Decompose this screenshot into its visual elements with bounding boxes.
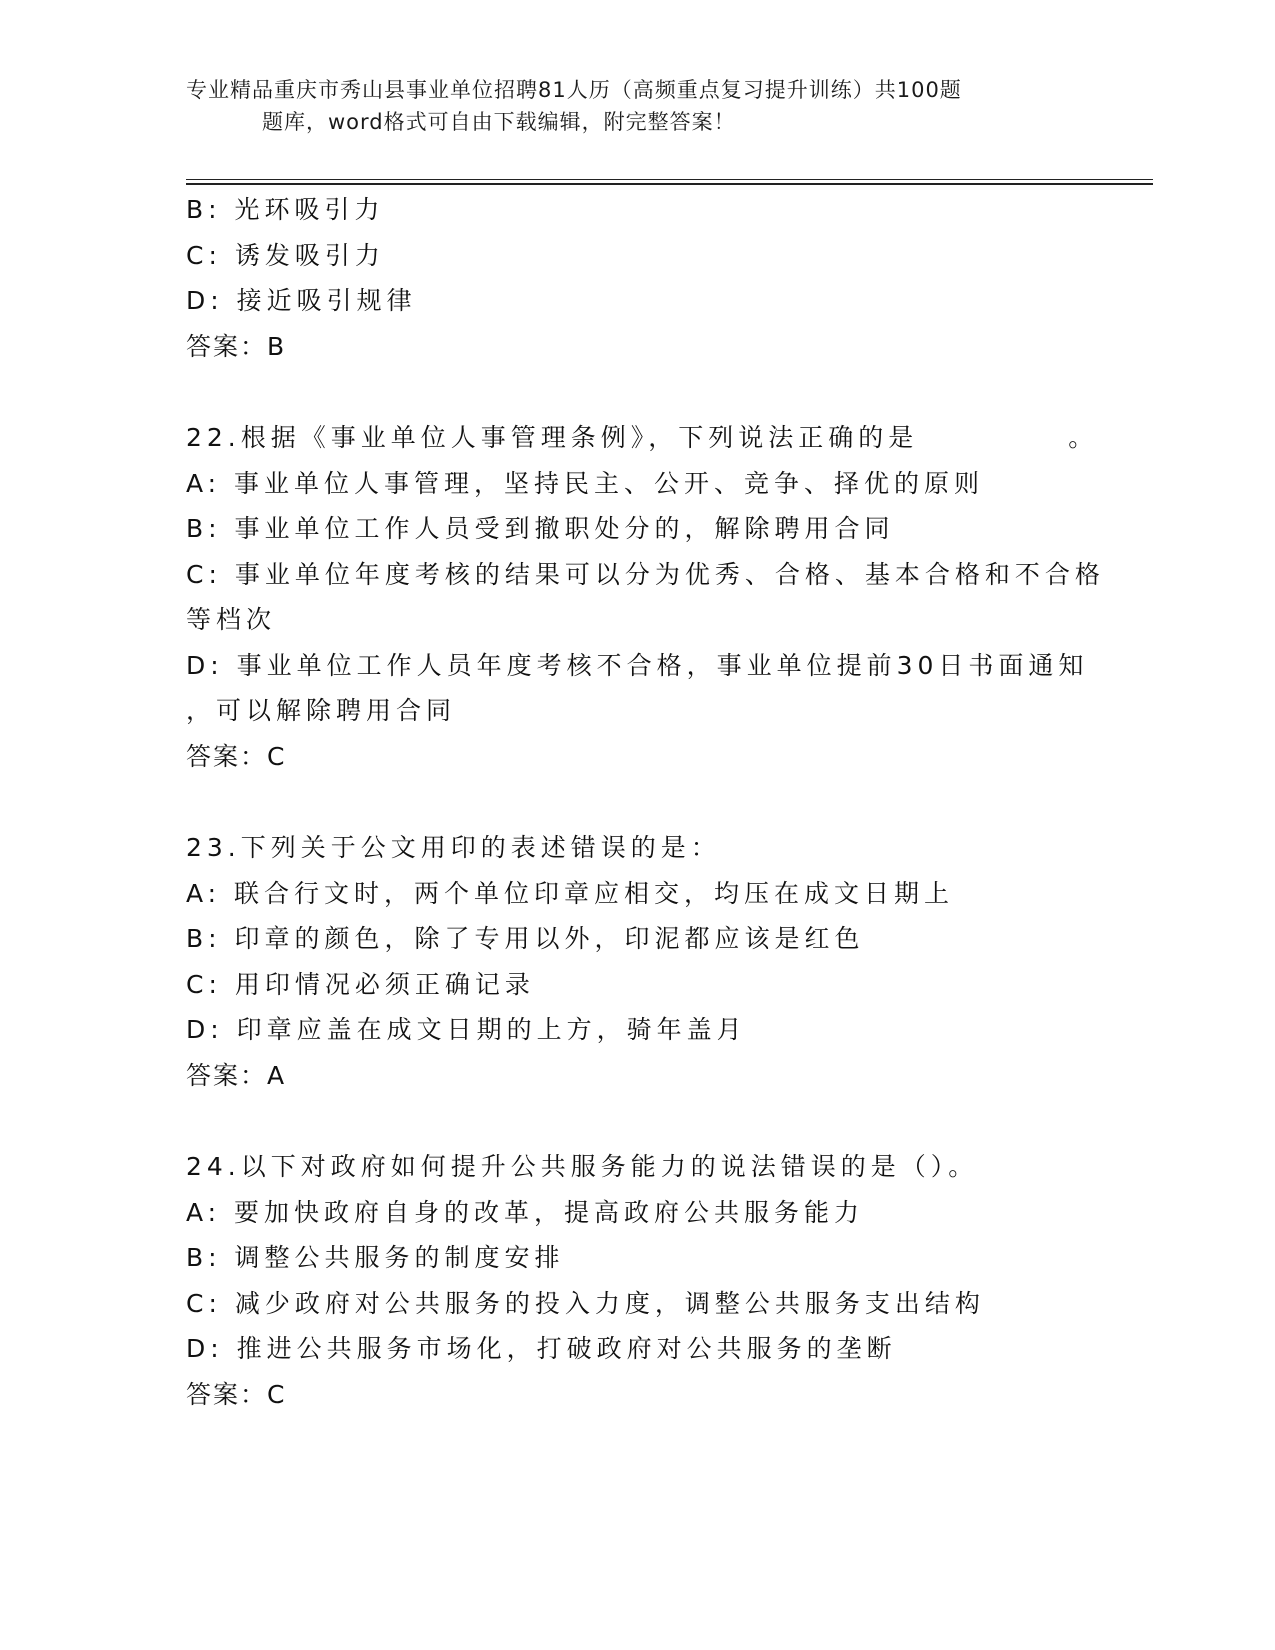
- answer-label: 答案：B: [186, 331, 287, 361]
- option-c: C: 诱发吸引力: [186, 240, 385, 270]
- answer-label: 答案：A: [186, 1060, 287, 1090]
- question-stem: 23.下列关于公文用印的表述错误的是：: [186, 833, 721, 862]
- option-b: B: 调整公共服务的制度安排: [186, 1243, 565, 1272]
- question-24: [186, 1144, 1086, 1417]
- question-stem-end: 。: [1068, 423, 1099, 452]
- spacer: [186, 779, 1086, 825]
- option-c: C: 用印情况必须正确记录: [186, 969, 535, 999]
- answer-label: 答案：C: [186, 741, 287, 771]
- question-21-tail: [186, 187, 1086, 369]
- question-stem-text: 22.根据《事业单位人事管理条例》，下列说法正确的是: [186, 423, 919, 452]
- option-c-line-1: C: 事业单位年度考核的结果可以分为优秀、合格、基本合格和不合格: [186, 559, 1105, 589]
- question-stem: 24.以下对政府如何提升公共服务能力的说法错误的是（）。: [186, 1152, 979, 1181]
- answer-label: 答案：C: [186, 1379, 287, 1409]
- option-a: A: 事业单位人事管理，坚持民主、公开、竞争、择优的原则: [186, 468, 985, 498]
- option-d: D: 接近吸引规律: [186, 286, 417, 315]
- header-title-line-2: 题库，word格式可自由下载编辑，附完整答案！: [262, 110, 736, 134]
- option-d-line-1: D: 事业单位工作人员年度考核不合格，事业单位提前30日书面通知: [186, 650, 1089, 680]
- question-22: [186, 415, 1105, 779]
- spacer: [186, 369, 1086, 415]
- question-stem: [186, 415, 1099, 461]
- option-d: D: 印章应盖在成文日期的上方，骑年盖月: [186, 1015, 747, 1044]
- document-header: [186, 74, 1086, 138]
- question-23: [186, 825, 1086, 1098]
- option-c: C: 减少政府对公共服务的投入力度，调整公共服务支出结构: [186, 1288, 985, 1318]
- option-c-line-2: 等档次: [186, 605, 277, 634]
- header-divider-thin: [186, 179, 1153, 180]
- question-content: [186, 187, 1105, 1417]
- header-title-line-1: 专业精品重庆市秀山县事业单位招聘81人历（高频重点复习提升训练）共100题: [186, 78, 962, 102]
- option-b: B: 光环吸引力: [186, 195, 385, 224]
- option-b: B: 事业单位工作人员受到撤职处分的，解除聘用合同: [186, 514, 895, 543]
- option-a: A: 联合行文时，两个单位印章应相交，均压在成文日期上: [186, 878, 955, 908]
- option-d-line-2: ，可以解除聘用合同: [186, 696, 457, 725]
- spacer: [186, 1098, 1086, 1144]
- option-b: B: 印章的颜色，除了专用以外，印泥都应该是红色: [186, 924, 865, 953]
- header-divider-thick: [186, 183, 1153, 185]
- option-a: A: 要加快政府自身的改革，提高政府公共服务能力: [186, 1197, 865, 1227]
- option-d: D: 推进公共服务市场化，打破政府对公共服务的垄断: [186, 1334, 897, 1363]
